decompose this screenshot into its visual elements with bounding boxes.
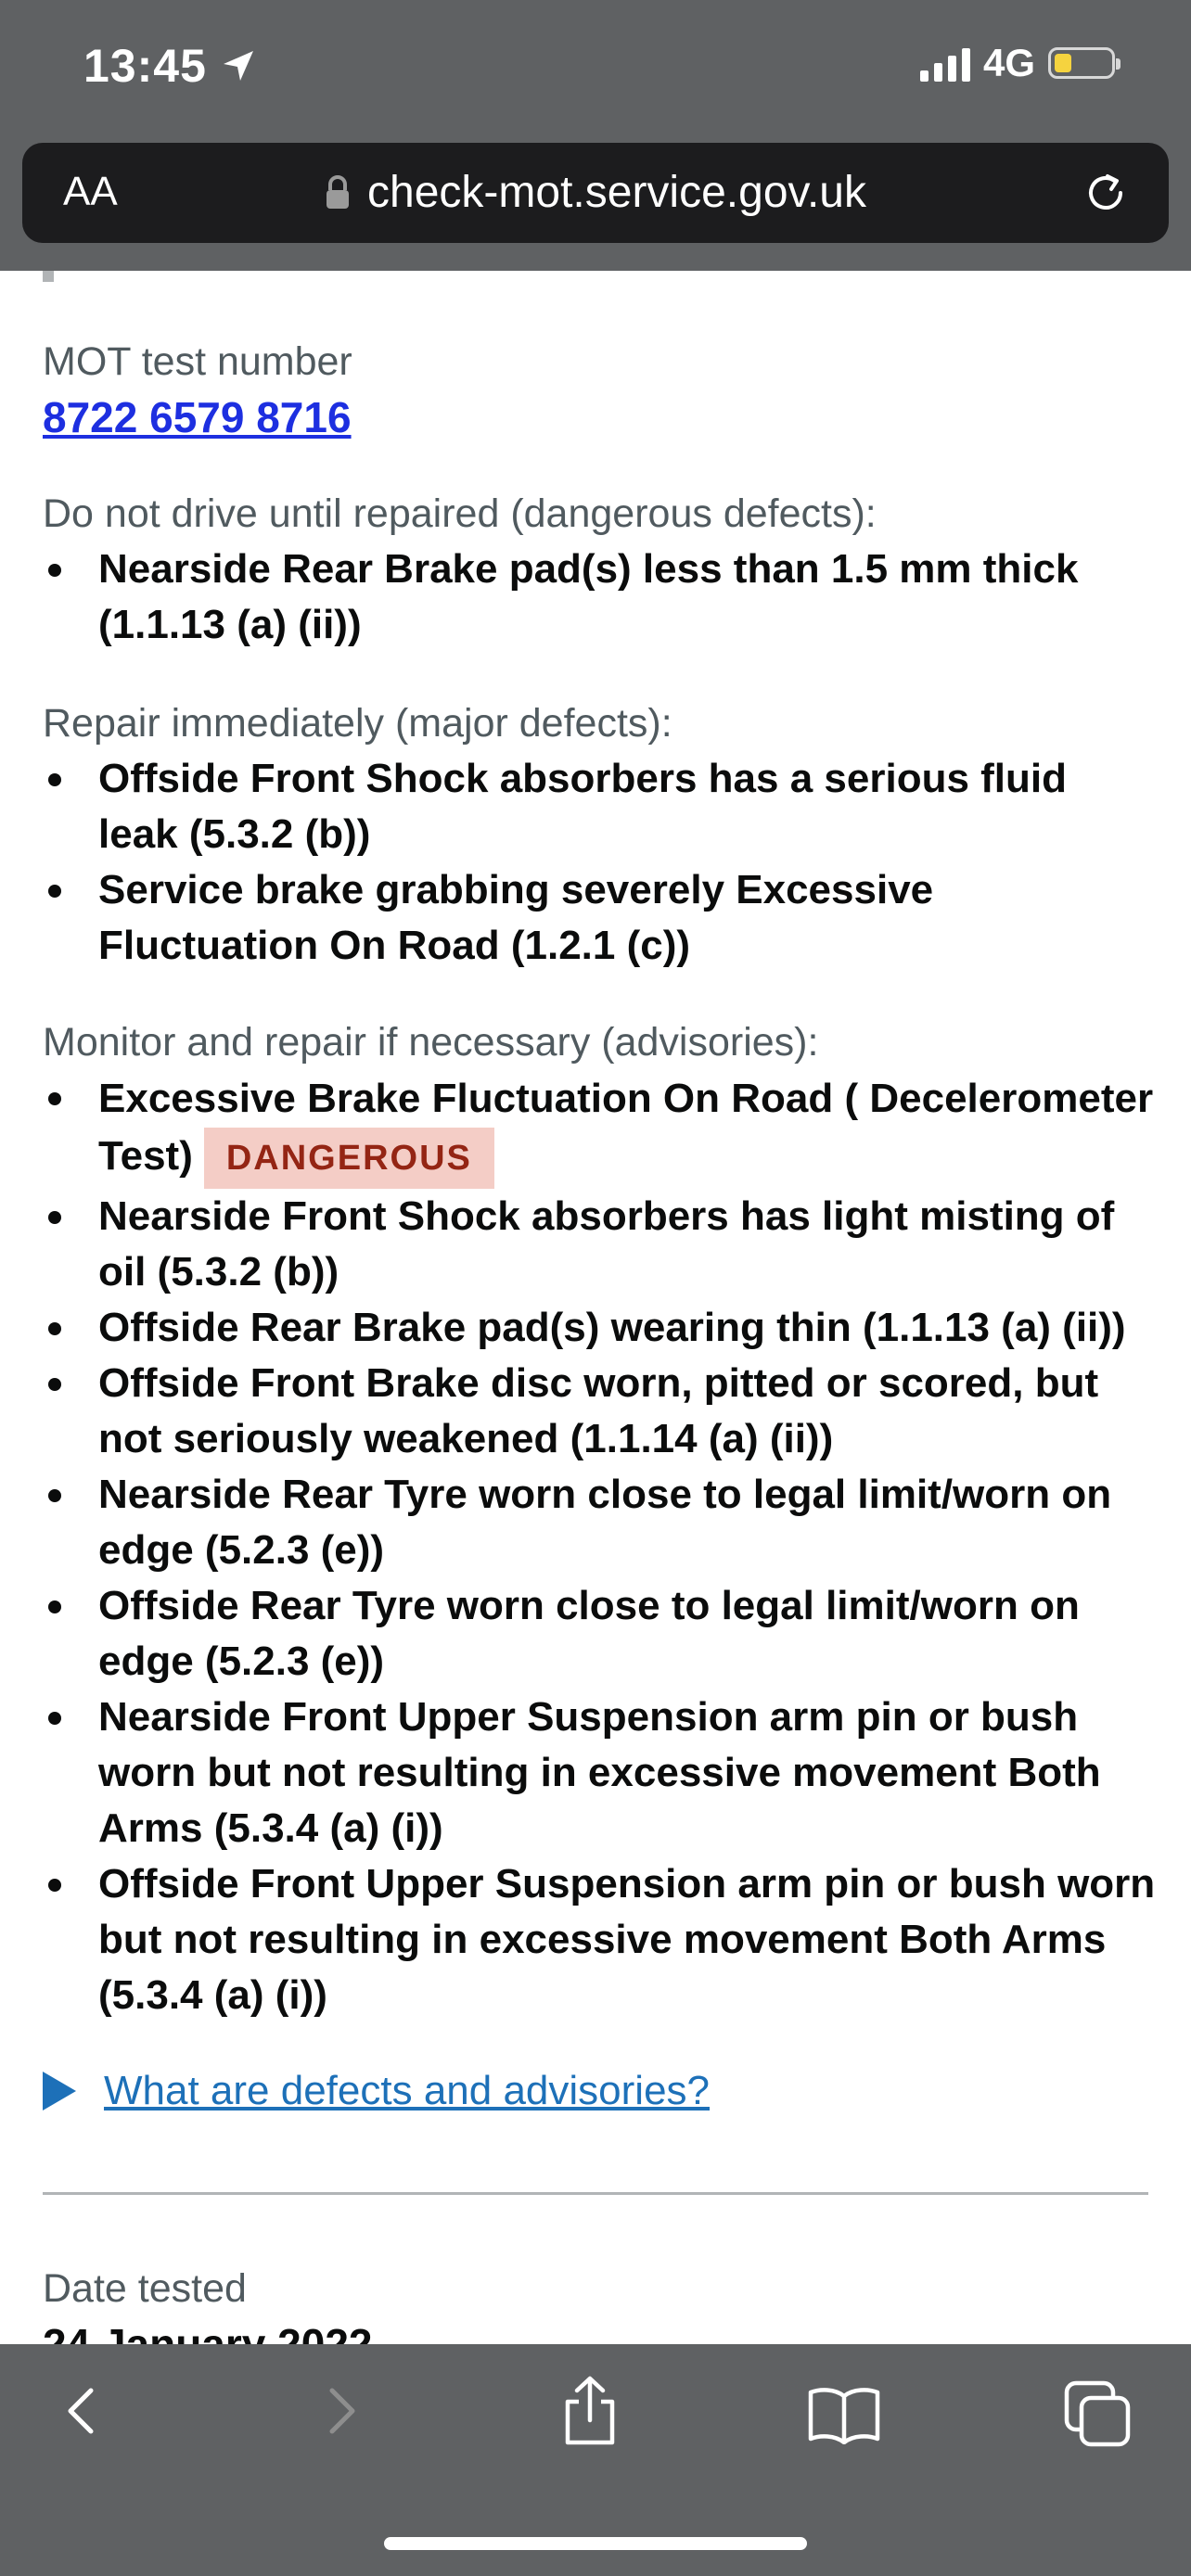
date-tested-label: Date tested [43,2266,247,2311]
cut-off-element [43,271,54,282]
aa-label: AA [63,169,118,214]
major-defects-section [43,695,1156,974]
dangerous-defects-list [43,542,1156,653]
expand-triangle-icon[interactable] [43,2072,76,2111]
browser-top-chrome [0,0,1191,271]
list-item: Nearside Rear Tyre worn close to legal limit/worn on edge (5.2.3 (e)) [43,1467,1156,1578]
signal-icon [920,45,970,82]
advisories-list [43,1070,1156,2023]
list-item: Offside Front Shock absorbers has a serious fluid leak (5.3.2 (b)) [43,751,1156,862]
url-display[interactable] [22,167,1169,218]
dangerous-tag: DANGEROUS [204,1128,494,1189]
major-defects-heading: Repair immediately (major defects): [43,701,672,746]
list-item: Offside Front Upper Suspension arm pin or bush worn but not resulting in excessive movement Both Arms (5.3.4 (a) (i)) [43,1856,1156,2023]
dangerous-defects-section [43,486,1156,653]
advisories-heading: Monitor and repair if necessary (advisories): [43,1020,819,1065]
advisories-section [43,1014,1156,2023]
defects-details-toggle[interactable] [43,2068,710,2114]
home-indicator[interactable] [384,2537,807,2550]
list-item: Offside Rear Brake pad(s) wearing thin (1.1.13 (a) (ii)) [43,1300,1156,1356]
list-item: Nearside Rear Brake pad(s) less than 1.5 mm thick (1.1.13 (a) (ii)) [43,542,1156,653]
location-arrow-icon [220,47,257,84]
major-defects-list [43,751,1156,974]
url-text: check-mot.service.gov.uk [367,168,866,217]
list-item: Offside Rear Tyre worn close to legal limit/worn on edge (5.2.3 (e)) [43,1578,1156,1690]
dangerous-defects-heading: Do not drive until repaired (dangerous defects): [43,491,877,536]
lock-icon [325,175,351,210]
time-text: 13:45 [83,40,207,92]
network-label: 4G [982,41,1035,84]
status-indicators [920,41,1115,85]
forward-icon[interactable] [312,2383,367,2439]
list-item: Nearside Front Upper Suspension arm pin or bush worn but not resulting in excessive movement Both Arms (5.3.4 (a) (i)) [43,1690,1156,1856]
bookmarks-icon[interactable] [807,2385,881,2444]
tabs-icon[interactable] [1063,2379,1132,2448]
list-item: Service brake grabbing severely Excessive Fluctuation On Road (1.2.1 (c)) [43,862,1156,974]
share-icon[interactable] [557,2376,623,2446]
defects-advisories-link[interactable]: What are defects and advisories? [104,2068,711,2113]
mot-test-number-section [43,334,352,445]
section-divider [43,2192,1148,2195]
mot-test-number-label: MOT test number [43,339,352,384]
status-time [83,39,257,93]
list-item: Offside Front Brake disc worn, pitted or scored, but not seriously weakened (1.1.14 (a) (ii)) [43,1356,1156,1467]
battery-icon [1048,47,1115,79]
address-bar[interactable] [22,143,1169,243]
mot-test-number-link[interactable]: 8722 6579 8716 [43,393,352,441]
advisory-text: Excessive Brake Fluctuation On Road ( Decelerometer Test) [98,1076,1154,1179]
reload-icon[interactable] [1080,167,1132,219]
list-item [43,1070,1156,1189]
back-icon[interactable] [56,2383,111,2439]
list-item: Nearside Front Shock absorbers has light misting of oil (5.3.2 (b)) [43,1189,1156,1300]
